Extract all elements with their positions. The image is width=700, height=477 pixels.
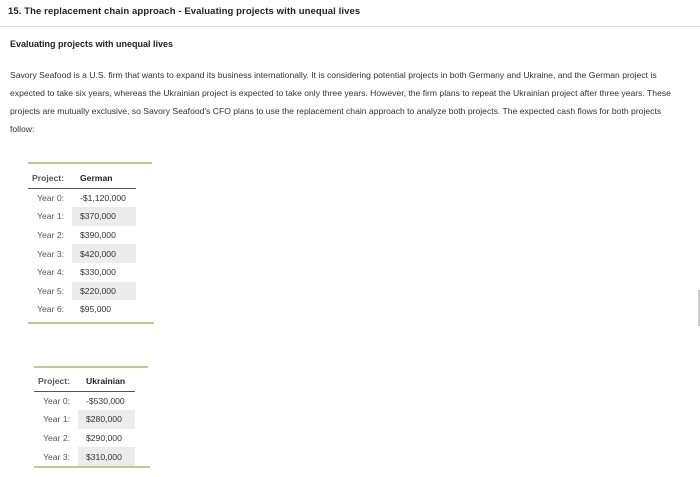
table-header-row (34, 372, 135, 391)
table-row (34, 447, 135, 466)
cash-flow-value: $310,000 (78, 447, 135, 466)
table-row (28, 263, 136, 282)
cash-flow-value: $420,000 (72, 244, 136, 263)
project-header-name: German (72, 169, 136, 188)
cash-flow-value: -$530,000 (86, 395, 125, 406)
year-label: Year 2: (43, 433, 70, 444)
table-row (34, 410, 135, 429)
table-row (28, 188, 136, 207)
year-label: Year 1: (43, 414, 70, 425)
german-cash-flow-table (28, 169, 136, 319)
ukrainian-cash-flow-table (34, 372, 135, 466)
cash-flow-value: $290,000 (86, 433, 122, 444)
table-row (34, 429, 135, 448)
year-label: Year 2: (37, 230, 64, 241)
german-table-bottom-rule (28, 322, 154, 324)
year-label: Year 1: (37, 211, 64, 222)
table-row (28, 282, 136, 301)
table-header-row (28, 169, 136, 188)
title-divider (0, 26, 700, 27)
cash-flow-value: $330,000 (80, 267, 116, 278)
cash-flow-value: $370,000 (72, 207, 136, 226)
project-header-label: Project: (28, 169, 72, 188)
table-row (34, 391, 135, 410)
year-label: Year 0: (37, 192, 64, 203)
project-header-label: Project: (34, 372, 78, 391)
table-row (28, 207, 136, 226)
year-label: Year 6: (37, 304, 64, 315)
table-row (28, 226, 136, 245)
year-label: Year 3: (37, 248, 64, 259)
year-label: Year 0: (43, 395, 70, 406)
table-row (28, 300, 136, 319)
question-title: 15. The replacement chain approach - Evaluating projects with unequal lives (8, 6, 361, 17)
project-header-name: Ukrainian (78, 372, 135, 391)
cash-flow-value: $220,000 (72, 282, 136, 301)
ukrainian-table-bottom-rule (34, 466, 150, 468)
cash-flow-value: -$1,120,000 (80, 192, 126, 203)
ukrainian-table-top-rule (34, 366, 148, 368)
year-label: Year 3: (43, 451, 70, 462)
table-row (28, 244, 136, 263)
year-label: Year 5: (37, 285, 64, 296)
german-table-top-rule (28, 162, 152, 164)
section-heading: Evaluating projects with unequal lives (10, 39, 174, 49)
cash-flow-value: $95,000 (80, 304, 112, 315)
cash-flow-value: $390,000 (80, 230, 116, 241)
problem-statement: Savory Seafood is a U.S. firm that wants to expand its business internationally. It is considering potential projects in both Germany and Ukraine, and the German project is expected to take six years, whereas the Ukrainian project is expected to take only three years. However, the firm plans to repeat the Ukrainian project after three years. These projects are mutually exclusive, so Savory Seafood's CFO plans to use the replacement chain approach to analyze both projects. The expected cash flows for both projects follow: (10, 70, 671, 134)
year-label: Year 4: (37, 267, 64, 278)
cash-flow-value: $280,000 (78, 410, 135, 429)
